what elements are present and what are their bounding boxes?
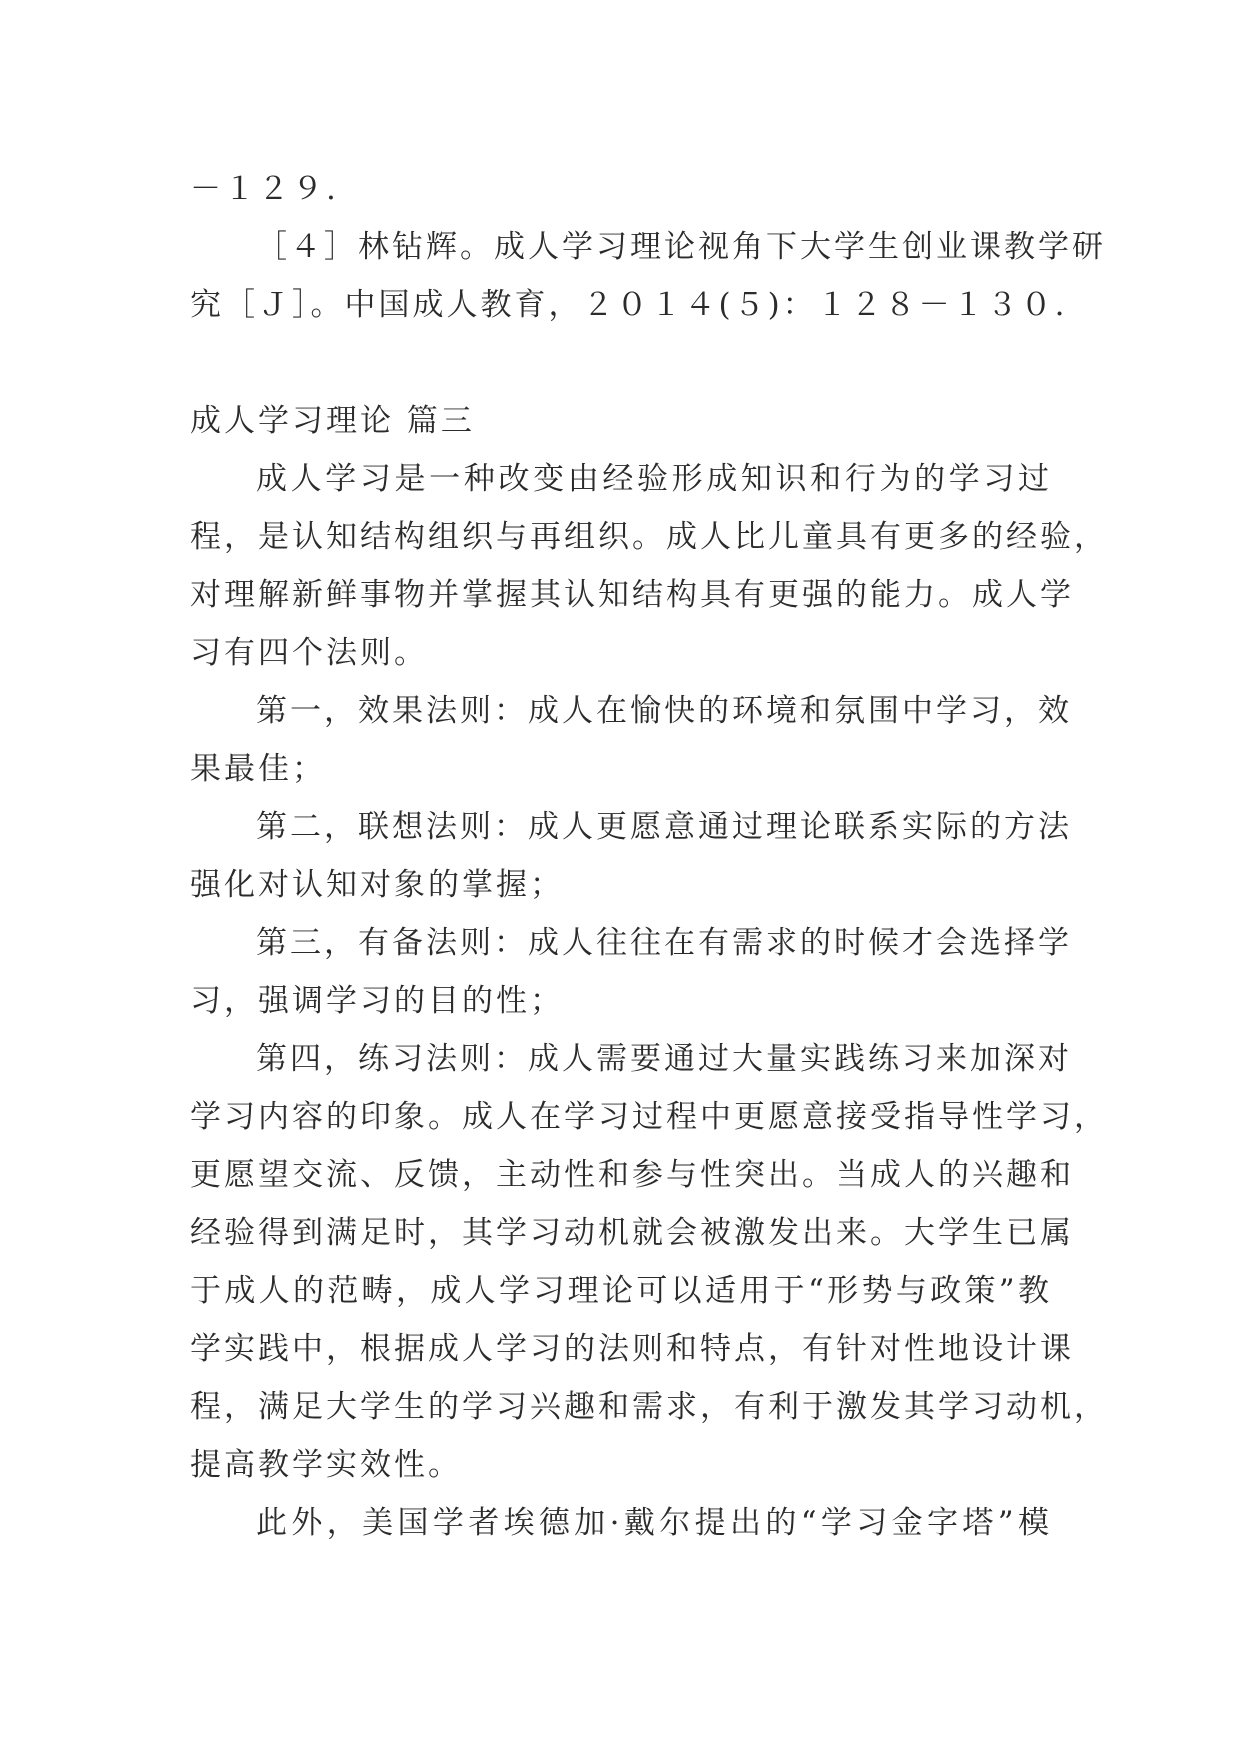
paragraph-line: 更愿望交流、反馈，主动性和参与性突出。当成人的兴趣和: [190, 1157, 1074, 1193]
paragraph-line: 强化对认知对象的掌握；: [190, 867, 564, 903]
document-body: [190, 160, 1108, 1552]
section-title: 成人学习理论 篇三: [190, 403, 475, 439]
reference-3-tail: －１２９.: [190, 171, 339, 207]
paragraph-line: 习有四个法则。: [190, 635, 428, 671]
paragraph-line: 提高教学实效性。: [190, 1447, 462, 1483]
paragraph-5: [190, 1030, 1108, 1494]
paragraph-line: 程，满足大学生的学习兴趣和需求，有利于激发其学习动机，: [190, 1389, 1108, 1425]
paragraph-2: [190, 682, 1072, 798]
paragraph-line: 第四，练习法则：成人需要通过大量实践练习来加深对: [256, 1041, 1072, 1077]
paragraph-line: 第二，联想法则：成人更愿意通过理论联系实际的方法: [256, 809, 1072, 845]
paragraph-3: [190, 798, 1072, 914]
paragraph-line: 第一，效果法则：成人在愉快的环境和氛围中学习，效: [256, 693, 1072, 729]
paragraph-line: 学实践中，根据成人学习的法则和特点，有针对性地设计课: [190, 1331, 1074, 1367]
reference-4-line-2: 究［Ｊ］。中国成人教育，２０１４(５)：１２８－１３０.: [190, 287, 1068, 323]
paragraph-line: 程，是认知结构组织与再组织。成人比儿童具有更多的经验，: [190, 519, 1108, 555]
paragraph-line: 第三，有备法则：成人往往在有需求的时候才会选择学: [256, 925, 1072, 961]
reference-4-line-1: ［４］林钻辉。成人学习理论视角下大学生创业课教学研: [256, 229, 1106, 265]
paragraph-line: 习，强调学习的目的性；: [190, 983, 564, 1019]
paragraph-line: 成人学习是一种改变由经验形成知识和行为的学习过: [256, 461, 1052, 497]
paragraph-4: [190, 914, 1072, 1030]
paragraph-line: 经验得到满足时，其学习动机就会被激发出来。大学生已属: [190, 1215, 1074, 1251]
paragraph-6: [190, 1494, 1052, 1552]
paragraph-line: 对理解新鲜事物并掌握其认知结构具有更强的能力。成人学: [190, 577, 1074, 613]
spacer: [190, 334, 1052, 392]
paragraph-line: 果最佳；: [190, 751, 326, 787]
paragraph-line: 于成人的范畴，成人学习理论可以适用于“形势与政策”教: [190, 1273, 1052, 1309]
paragraph-line: 学习内容的印象。成人在学习过程中更愿意接受指导性学习，: [190, 1099, 1108, 1135]
paragraph-line: 此外，美国学者埃德加·戴尔提出的“学习金字塔”模: [256, 1505, 1052, 1541]
paragraph-1: [190, 450, 1108, 682]
